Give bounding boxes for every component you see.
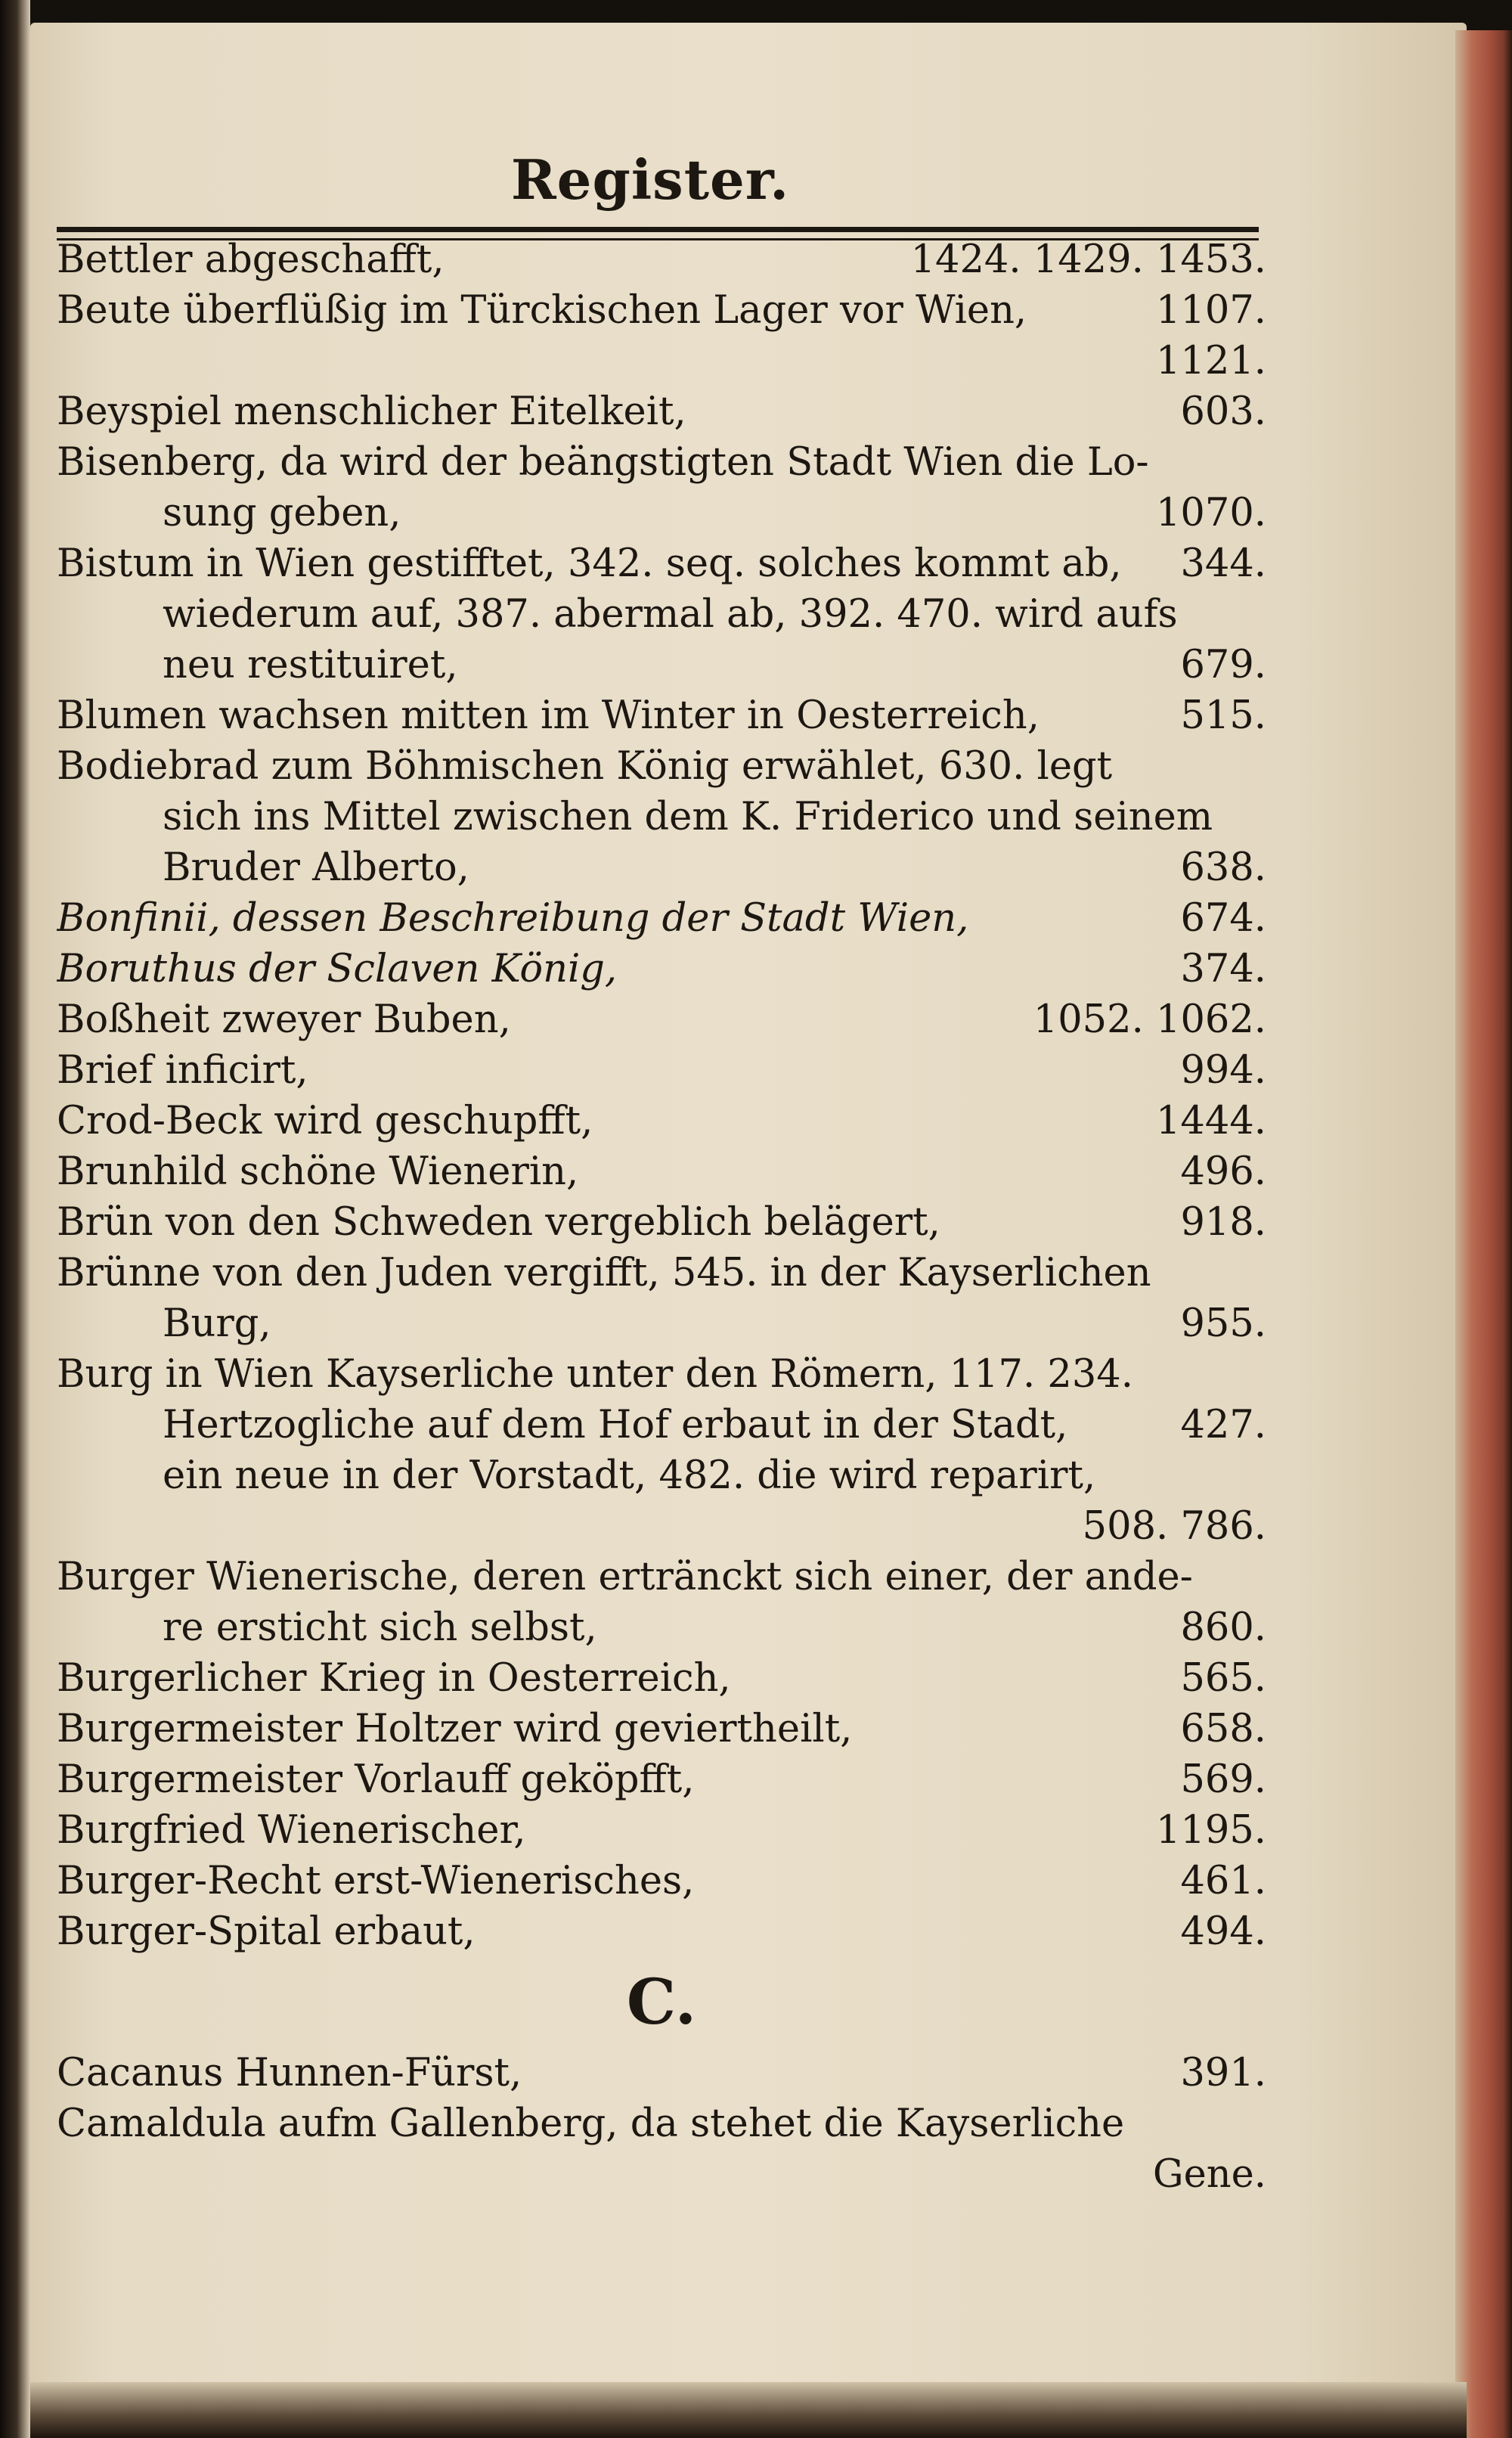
register-line: Bodiebrad zum Böhmischen König erwählet, 630. legt	[57, 744, 1113, 789]
register-line: Crod-Beck wird geschupfft, 1444.	[57, 1099, 1266, 1143]
register-line: Burgermeister Holtzer wird geviertheilt, 658.	[57, 1707, 1266, 1751]
register-line: 1121.	[1155, 339, 1266, 383]
register-line: Brün von den Schweden vergeblich belägert, 918.	[57, 1200, 1266, 1245]
register-line: Cacanus Hunnen-Fürst, 391.	[57, 2051, 1266, 2095]
register-line: Burg in Wien Kayserliche unter den Römern, 117. 234.	[57, 1352, 1133, 1397]
register-line: Bisenberg, da wird der beängstigten Stadt Wien die Lo-	[57, 440, 1149, 485]
register-line: sich ins Mittel zwischen dem K. Friderico und seinem	[163, 795, 1213, 839]
register-line: Camaldula aufm Gallenberg, da stehet die Kayserliche	[57, 2101, 1125, 2146]
register-line: Gene.	[1152, 2152, 1266, 2197]
book-gutter	[0, 0, 30, 2438]
register-line: Brünne von den Juden vergifft, 545. in der Kayserlichen	[57, 1251, 1151, 1295]
register-line: Burgerlicher Krieg in Oesterreich, 565.	[57, 1656, 1266, 1701]
register-line: Bruder Alberto, 638.	[163, 845, 1266, 890]
register-line: Burgermeister Vorlauff geköpfft, 569.	[57, 1757, 1266, 1802]
bottom-shadow	[30, 2382, 1467, 2438]
register-line: Beute überflüßig im Türckischen Lager vor Wien, 1107.	[57, 288, 1266, 333]
register-line: Boruthus der Sclaven König, 374.	[57, 947, 1266, 991]
page-title: Register.	[510, 147, 790, 212]
register-line: neu restituiret, 679.	[163, 643, 1266, 687]
register-line: Burger-Spital erbaut, 494.	[57, 1909, 1266, 1954]
register-line: re ersticht sich selbst, 860.	[163, 1605, 1266, 1650]
register-line: sung geben, 1070.	[163, 491, 1266, 535]
register-line: Brunhild schöne Wienerin, 496.	[57, 1149, 1266, 1194]
register-line: Burgfried Wienerischer, 1195.	[57, 1808, 1266, 1853]
register-line: wiederum auf, 387. abermal ab, 392. 470. wird aufs	[163, 592, 1178, 637]
register-line: Burger-Recht erst-Wienerisches, 461.	[57, 1859, 1266, 1903]
register-line: Bonfinii, dessen Beschreibung der Stadt Wien, 674.	[57, 896, 1266, 941]
register-line: Burger Wienerische, deren ertränckt sich einer, der ande-	[57, 1555, 1193, 1599]
register-line: Bettler abgeschafft, 1424. 1429. 1453.	[57, 237, 1266, 282]
register-line: 508. 786.	[1082, 1504, 1266, 1549]
register-line: ein neue in der Vorstadt, 482. die wird reparirt,	[163, 1453, 1096, 1498]
register-line: Bistum in Wien gestifftet, 342. seq. solches kommt ab, 344.	[57, 541, 1266, 586]
register-line: Blumen wachsen mitten im Winter in Oesterreich, 515.	[57, 693, 1266, 738]
register-line: Boßheit zweyer Buben, 1052. 1062.	[57, 997, 1266, 1042]
register-line: Hertzogliche auf dem Hof erbaut in der Stadt, 427.	[163, 1403, 1266, 1447]
section-letter: C.	[626, 1966, 697, 2039]
page-edge-red	[1455, 30, 1512, 2438]
register-line: Brief inficirt, 994.	[57, 1048, 1266, 1093]
register-line: Beyspiel menschlicher Eitelkeit, 603.	[57, 389, 1266, 434]
register-line: Burg, 955.	[163, 1301, 1266, 1346]
register-list	[57, 234, 1266, 2200]
